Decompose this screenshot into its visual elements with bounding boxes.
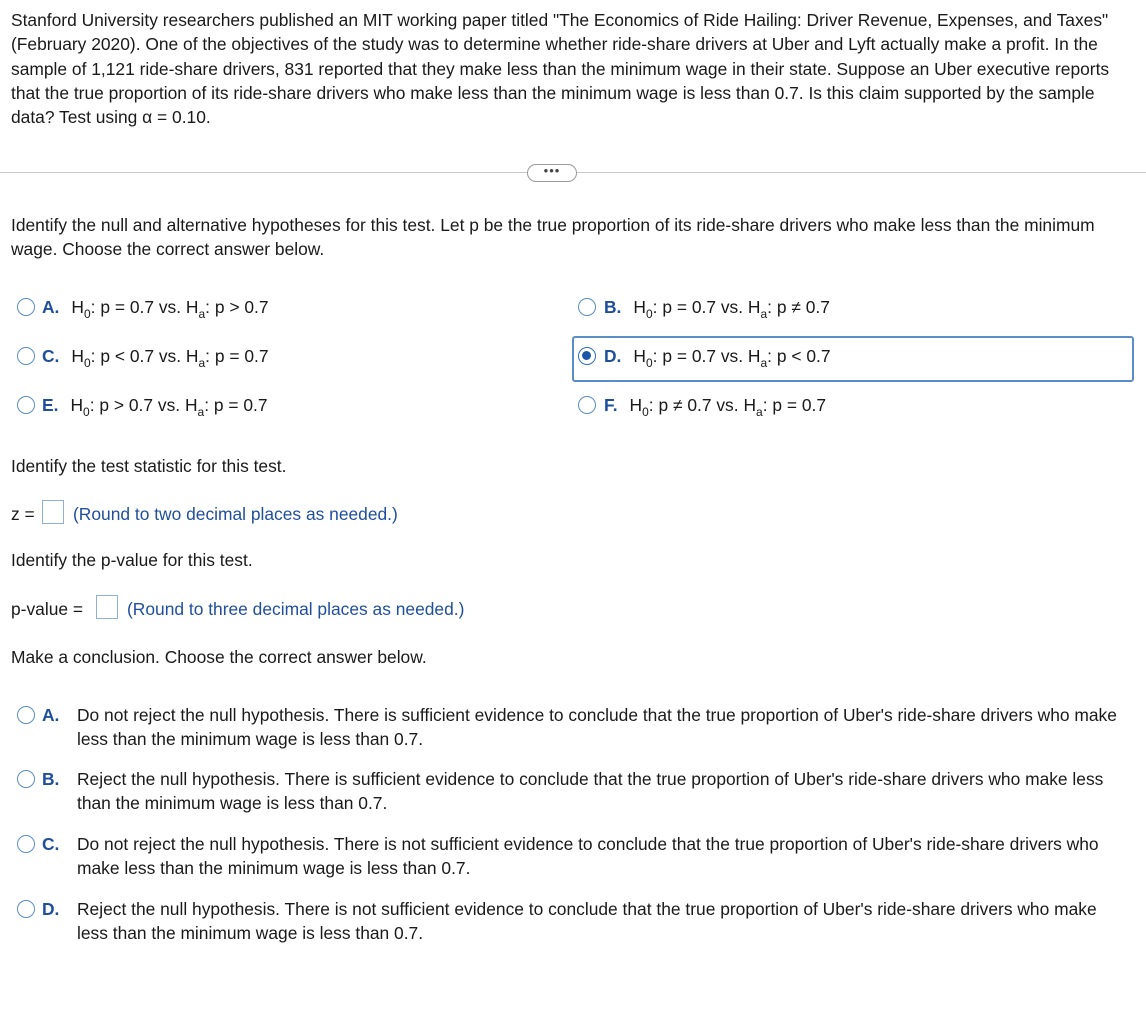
p-value-label: p-value =	[11, 599, 84, 619]
hypothesis-option-c[interactable]: C. $H_0$: p < 0.7 vs. $H_a$: p = 0.7	[42, 346, 269, 370]
radio-option-c[interactable]	[17, 347, 35, 365]
test-statistic-prompt: Identify the test statistic for this test.	[11, 456, 287, 476]
z-answer-input[interactable]	[42, 500, 64, 524]
radio-conclusion-c[interactable]	[17, 835, 35, 853]
p-value-answer-input[interactable]	[96, 595, 118, 619]
p-value-prompt: Identify the p-value for this test.	[11, 550, 253, 570]
z-label: z =	[11, 504, 35, 524]
conclusion-option-d[interactable]: D. Reject the null hypothesis. There is not sufficient evidence to conclude that the true proportion of Uber's ride-share drivers who make less than the minimum wage is less than 0.7.	[42, 899, 1097, 944]
radio-conclusion-a[interactable]	[17, 706, 35, 724]
more-options-button[interactable]: •••	[527, 164, 577, 182]
hypothesis-option-d[interactable]: D. $H_0$: p = 0.7 vs. $H_a$: p < 0.7	[604, 346, 831, 370]
hypothesis-option-e[interactable]: E. $H_0$: p > 0.7 vs. $H_a$: p = 0.7	[42, 395, 268, 419]
conclusion-option-b[interactable]: B. Reject the null hypothesis. There is sufficient evidence to conclude that the true proportion of Uber's ride-share drivers who make less than the minimum wage is less than 0.7.	[42, 769, 1104, 814]
radio-option-b[interactable]	[578, 298, 596, 316]
radio-conclusion-b[interactable]	[17, 770, 35, 788]
conclusion-option-a[interactable]: A. Do not reject the null hypothesis. There is sufficient evidence to conclude that the true proportion of Uber's ride-share drivers who make less than the minimum wage is less than 0.7.	[42, 705, 1117, 750]
radio-conclusion-d[interactable]	[17, 900, 35, 918]
conclusion-option-c[interactable]: C. Do not reject the null hypothesis. There is not sufficient evidence to conclude that the true proportion of Uber's ride-share drivers who make less than the minimum wage is less than 0.7.	[42, 834, 1099, 879]
hypothesis-option-f[interactable]: F. $H_0$: p ≠ 0.7 vs. $H_a$: p = 0.7	[604, 395, 827, 419]
hypothesis-option-a[interactable]: A. $H_0$: p = 0.7 vs. $H_a$: p > 0.7	[42, 297, 269, 321]
radio-option-d-selected[interactable]	[578, 347, 596, 365]
hypotheses-prompt: Identify the null and alternative hypotheses for this test. Let p be the true proportion of its ride-share drivers who make less than the minimum wage. Choose the correct answer below.	[11, 215, 1095, 260]
radio-option-f[interactable]	[578, 396, 596, 414]
radio-option-a[interactable]	[17, 298, 35, 316]
hypothesis-option-b[interactable]: B. $H_0$: p = 0.7 vs. $H_a$: p ≠ 0.7	[604, 297, 830, 321]
conclusion-prompt: Make a conclusion. Choose the correct answer below.	[11, 647, 427, 667]
radio-option-e[interactable]	[17, 396, 35, 414]
p-value-rounding-hint: (Round to three decimal places as needed.)	[127, 599, 465, 619]
problem-statement: Stanford University researchers published an MIT working paper titled "The Economics of Ride Hailing: Driver Revenue, Expenses, and Taxes" (February 2020). One of the objectives of the study was to determine whether ride-share drivers at Uber and Lyft actually make a profit. In the sample of 1,121 ride-share drivers, 831 reported that they make less than the minimum wage in their state. Suppose an Uber executive reports that the true proportion of its ride-share drivers who make less than the minimum wage is less than 0.7. Is this claim supported by the sample data? Test using α = 0.10.	[11, 10, 1110, 128]
z-rounding-hint: (Round to two decimal places as needed.)	[73, 504, 398, 524]
